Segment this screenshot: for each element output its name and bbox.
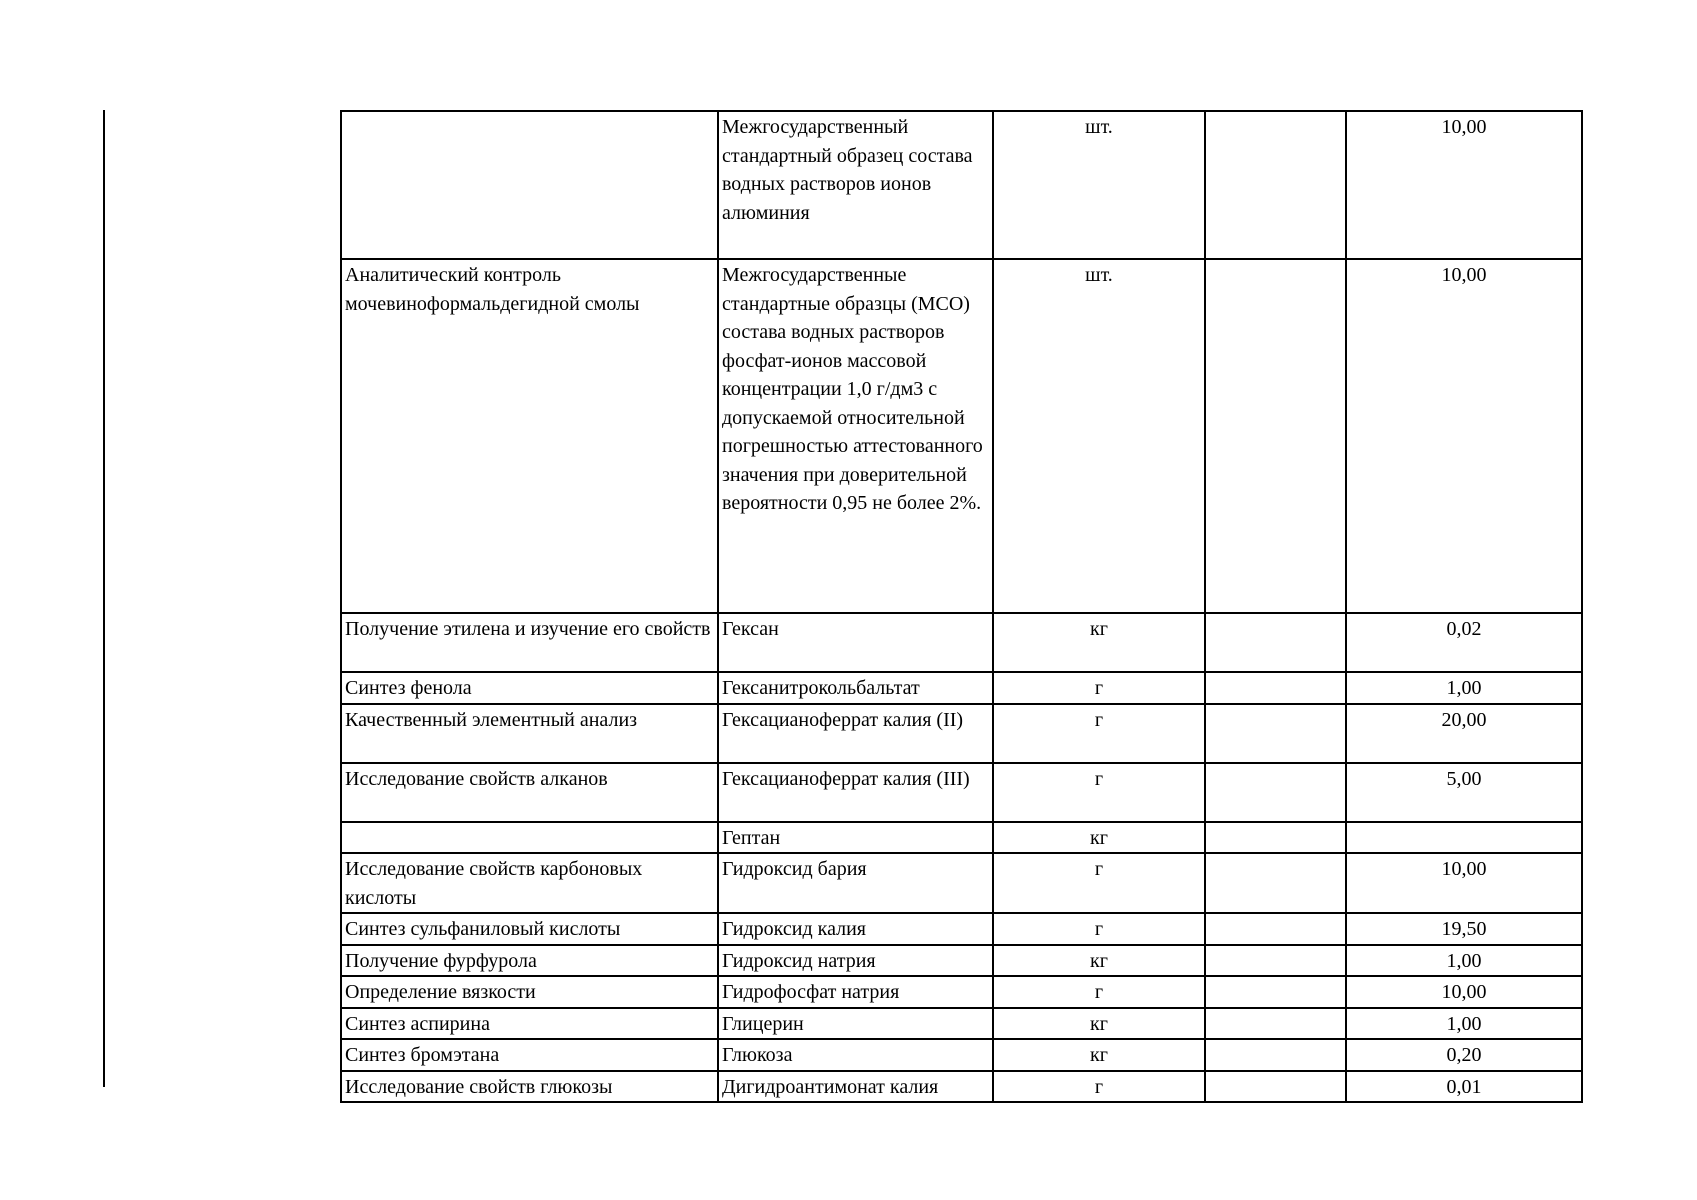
unit-cell: г: [993, 853, 1205, 913]
work-cell: Аналитический контроль мочевиноформальдегидной смолы: [341, 259, 718, 613]
work-cell: [341, 822, 718, 854]
qty-cell: 10,00: [1346, 111, 1582, 259]
extra-cell: [1205, 111, 1346, 259]
table-row: [341, 613, 1582, 672]
table-row: [341, 704, 1582, 763]
table-row: [341, 913, 1582, 945]
material-cell: Глицерин: [718, 1008, 993, 1040]
work-cell: Получение этилена и изучение его свойств: [341, 613, 718, 672]
material-cell: Межгосударственные стандартные образцы (МСО) состава водных растворов фосфат-ионов массовой концентрации 1,0 г/дм3 с допускаемой относительной погрешностью аттестованного значения при доверительной вероятности 0,95 не более 2%.: [718, 259, 993, 613]
work-cell: Синтез фенола: [341, 672, 718, 704]
table-row: [341, 822, 1582, 854]
unit-cell: шт.: [993, 259, 1205, 613]
material-cell: Межгосударственный стандартный образец состава водных растворов ионов алюминия: [718, 111, 993, 259]
material-cell: Гептан: [718, 822, 993, 854]
unit-cell: кг: [993, 945, 1205, 977]
table-row: [341, 763, 1582, 822]
work-cell: [341, 111, 718, 259]
qty-cell: 0,02: [1346, 613, 1582, 672]
unit-cell: г: [993, 976, 1205, 1008]
material-cell: Гидроксид бария: [718, 853, 993, 913]
extra-cell: [1205, 913, 1346, 945]
left-margin-rule: [103, 110, 105, 1087]
extra-cell: [1205, 1071, 1346, 1103]
qty-cell: 19,50: [1346, 913, 1582, 945]
unit-cell: кг: [993, 1008, 1205, 1040]
work-cell: Синтез бромэтана: [341, 1039, 718, 1071]
material-cell: Гидрофосфат натрия: [718, 976, 993, 1008]
work-cell: Качественный элементный анализ: [341, 704, 718, 763]
unit-cell: шт.: [993, 111, 1205, 259]
material-cell: Глюкоза: [718, 1039, 993, 1071]
materials-table: [340, 110, 1583, 1103]
extra-cell: [1205, 853, 1346, 913]
qty-cell: 10,00: [1346, 976, 1582, 1008]
table-row: [341, 945, 1582, 977]
material-cell: Гексацианоферрат калия (III): [718, 763, 993, 822]
work-cell: Синтез аспирина: [341, 1008, 718, 1040]
work-cell: Исследование свойств карбоновых кислоты: [341, 853, 718, 913]
table-row: [341, 259, 1582, 613]
unit-cell: г: [993, 704, 1205, 763]
work-cell: Исследование свойств алканов: [341, 763, 718, 822]
table-row: [341, 1039, 1582, 1071]
table-row: [341, 853, 1582, 913]
work-cell: Определение вязкости: [341, 976, 718, 1008]
unit-cell: кг: [993, 822, 1205, 854]
qty-cell: 20,00: [1346, 704, 1582, 763]
extra-cell: [1205, 1008, 1346, 1040]
extra-cell: [1205, 1039, 1346, 1071]
table-row: [341, 1071, 1582, 1103]
extra-cell: [1205, 704, 1346, 763]
unit-cell: г: [993, 763, 1205, 822]
qty-cell: 0,20: [1346, 1039, 1582, 1071]
work-cell: Исследование свойств глюкозы: [341, 1071, 718, 1103]
unit-cell: кг: [993, 613, 1205, 672]
extra-cell: [1205, 822, 1346, 854]
qty-cell: 1,00: [1346, 672, 1582, 704]
work-cell: Синтез сульфаниловый кислоты: [341, 913, 718, 945]
extra-cell: [1205, 613, 1346, 672]
qty-cell: 5,00: [1346, 763, 1582, 822]
table-row: [341, 1008, 1582, 1040]
work-cell: Получение фурфурола: [341, 945, 718, 977]
qty-cell: 10,00: [1346, 259, 1582, 613]
material-cell: Гидроксид натрия: [718, 945, 993, 977]
table-row: [341, 672, 1582, 704]
extra-cell: [1205, 976, 1346, 1008]
unit-cell: г: [993, 913, 1205, 945]
extra-cell: [1205, 945, 1346, 977]
extra-cell: [1205, 763, 1346, 822]
unit-cell: г: [993, 1071, 1205, 1103]
material-cell: Гидроксид калия: [718, 913, 993, 945]
qty-cell: 1,00: [1346, 945, 1582, 977]
unit-cell: кг: [993, 1039, 1205, 1071]
extra-cell: [1205, 259, 1346, 613]
qty-cell: 1,00: [1346, 1008, 1582, 1040]
qty-cell: 0,01: [1346, 1071, 1582, 1103]
extra-cell: [1205, 672, 1346, 704]
table-row: [341, 976, 1582, 1008]
material-cell: Гексацианоферрат калия (II): [718, 704, 993, 763]
unit-cell: г: [993, 672, 1205, 704]
material-cell: Гексан: [718, 613, 993, 672]
qty-cell: [1346, 822, 1582, 854]
material-cell: Гексанитрокольбальтат: [718, 672, 993, 704]
material-cell: Дигидроантимонат калия: [718, 1071, 993, 1103]
table-row: [341, 111, 1582, 259]
qty-cell: 10,00: [1346, 853, 1582, 913]
